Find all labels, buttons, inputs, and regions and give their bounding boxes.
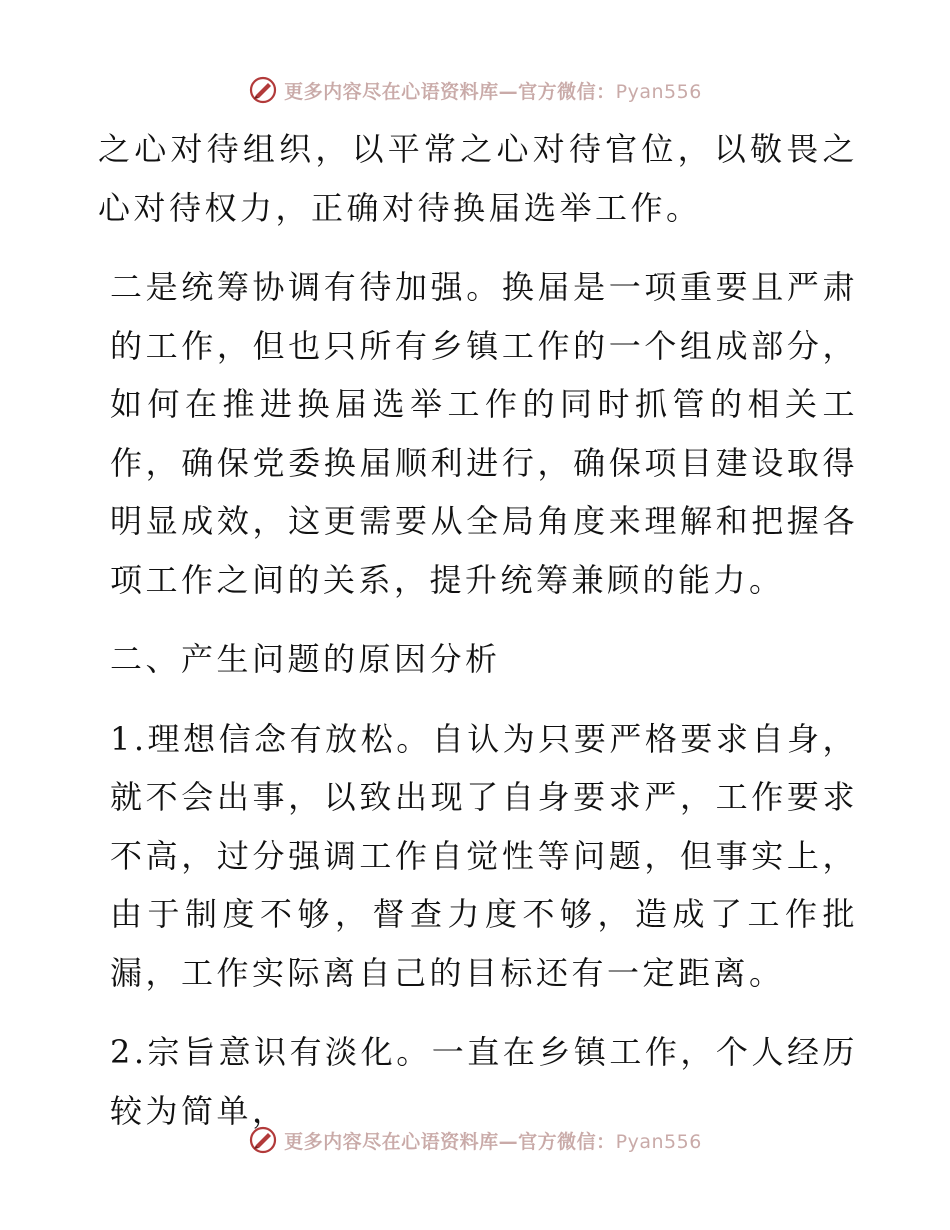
pen-logo-icon [248, 1125, 278, 1155]
banner-label: 更多内容尽在心语资料库—官方微信： [284, 1130, 616, 1153]
pen-logo-icon [248, 75, 278, 105]
paragraph: 二是统筹协调有待加强。换届是一项重要且严肃的工作，但也只所有乡镇工作的一个组成部分，如何在推进换届选举工作的同时抓管的相关工作，确保党委换届顺利进行，确保项目建设取得明显成效，这更需要从全局角度来理解和把握各项工作之间的关系，提升统筹兼顾的能力。 [110, 268, 858, 599]
paragraph: 1.理想信念有放松。自认为只要严格要求自身，就不会出事，以致出现了自身要求严，工作要求不高，过分强调工作自觉性等问题，但事实上，由于制度不够，督查力度不够，造成了工作批漏，工作实际离自己的目标还有一定距离。 [110, 719, 858, 992]
section-heading: 二、产生问题的原因分析 [110, 640, 501, 678]
header-banner [0, 70, 950, 110]
footer-banner-text [284, 1127, 702, 1154]
paragraph: 之心对待组织，以平常之心对待官位，以敬畏之心对待权力，正确对待换届选举工作。 [98, 130, 858, 227]
header-banner-text [284, 77, 702, 104]
banner-label: 更多内容尽在心语资料库—官方微信： [284, 80, 616, 103]
wechat-id: Pyan556 [615, 1130, 702, 1153]
wechat-id: Pyan556 [615, 80, 702, 103]
paragraph: 2.宗旨意识有淡化。一直在乡镇工作，个人经历较为简单， [110, 1033, 858, 1130]
footer-banner [0, 1120, 950, 1160]
document-body [98, 120, 858, 1161]
